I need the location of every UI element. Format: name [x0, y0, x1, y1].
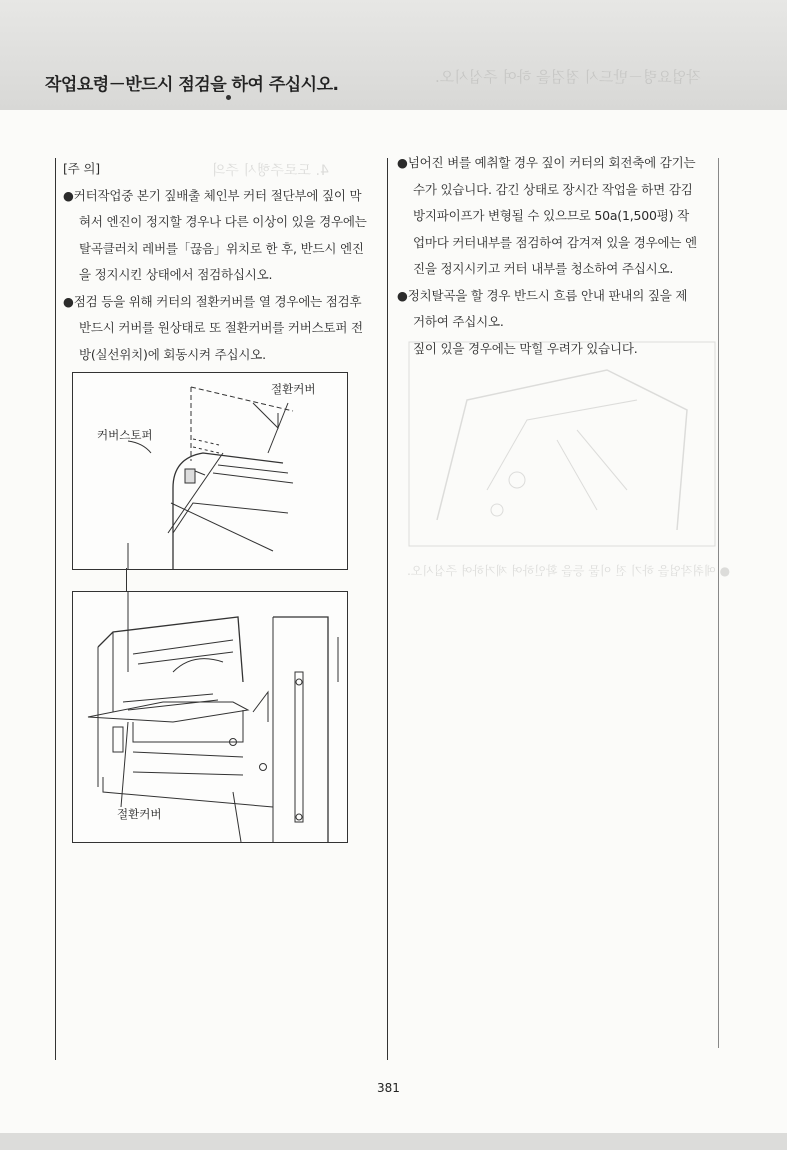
- bottom-band: [0, 1133, 787, 1150]
- title-dot: [226, 95, 231, 100]
- caution-heading: [주 의]: [63, 161, 100, 176]
- right-bullet-2: ●정치탈곡을 할 경우 반드시 흐름 안내 판내의 짚을 제거하여 주십시오.: [397, 287, 688, 329]
- caution-bullet-1: ●커터작업중 본기 짚배출 체인부 커터 절단부에 짚이 막혀서 엔진이 정지할 경우나 다른 이상이 있을 경우에는 탈곡클러치 레버를「끊음」위치로 한 후, 반드시 엔진을 정지시킨 상태에서 점검하십시오.: [63, 187, 367, 282]
- caution-bullet-2: ●점검 등을 위해 커터의 절환커버를 열 경우에는 점검후 반드시 커버를 원상태로 또 절환커버를 커버스토퍼 전방(실선위치)에 회동시켜 주십시오.: [63, 293, 363, 362]
- bleed-through-title: 작업요령－반드시 점검을 하여 주십시오.: [435, 68, 701, 86]
- figure-label-cover-bottom: 절환커버: [117, 807, 162, 821]
- left-margin-rule: [55, 158, 56, 1060]
- figure-label-stopper: 커버스토퍼: [97, 428, 153, 442]
- figure-cover-bottom: [72, 591, 348, 843]
- bleed-through-figure: [407, 340, 717, 550]
- column-divider: [387, 158, 388, 1060]
- figure-connector: [126, 568, 127, 592]
- right-bullet-1: ●넘어진 벼를 예취할 경우 짚이 커터의 회전축에 감기는 수가 있습니다. 감긴 상태로 장시간 작업을 하면 감김방지파이프가 변형될 수 있으므로 50a(1,500평) 작업마다 커터내부를 점검하여 감겨져 있을 경우에는 엔진을 정지시키고 커터 내부를 청소하여 주십시오.: [397, 155, 697, 276]
- page-title: 작업요령－반드시 점검을 하여 주십시오.: [45, 75, 339, 95]
- left-column: [63, 156, 373, 368]
- figure-label-cover: 절환커버: [271, 382, 316, 396]
- right-note: 짚이 있을 경우에는 막힐 우려가 있습니다.: [413, 340, 638, 356]
- right-column: [397, 150, 697, 362]
- figure-cover-top: [72, 372, 348, 570]
- bleed-through-caption: ● 예취작업을 하기 전 이물 등을 확인하여 제거하여 주십시오.: [407, 564, 731, 578]
- page-number: 381: [377, 1081, 400, 1095]
- bleed-through-heading: 4. 도로주행시 주의: [212, 163, 329, 179]
- right-margin-rule: [718, 158, 719, 1048]
